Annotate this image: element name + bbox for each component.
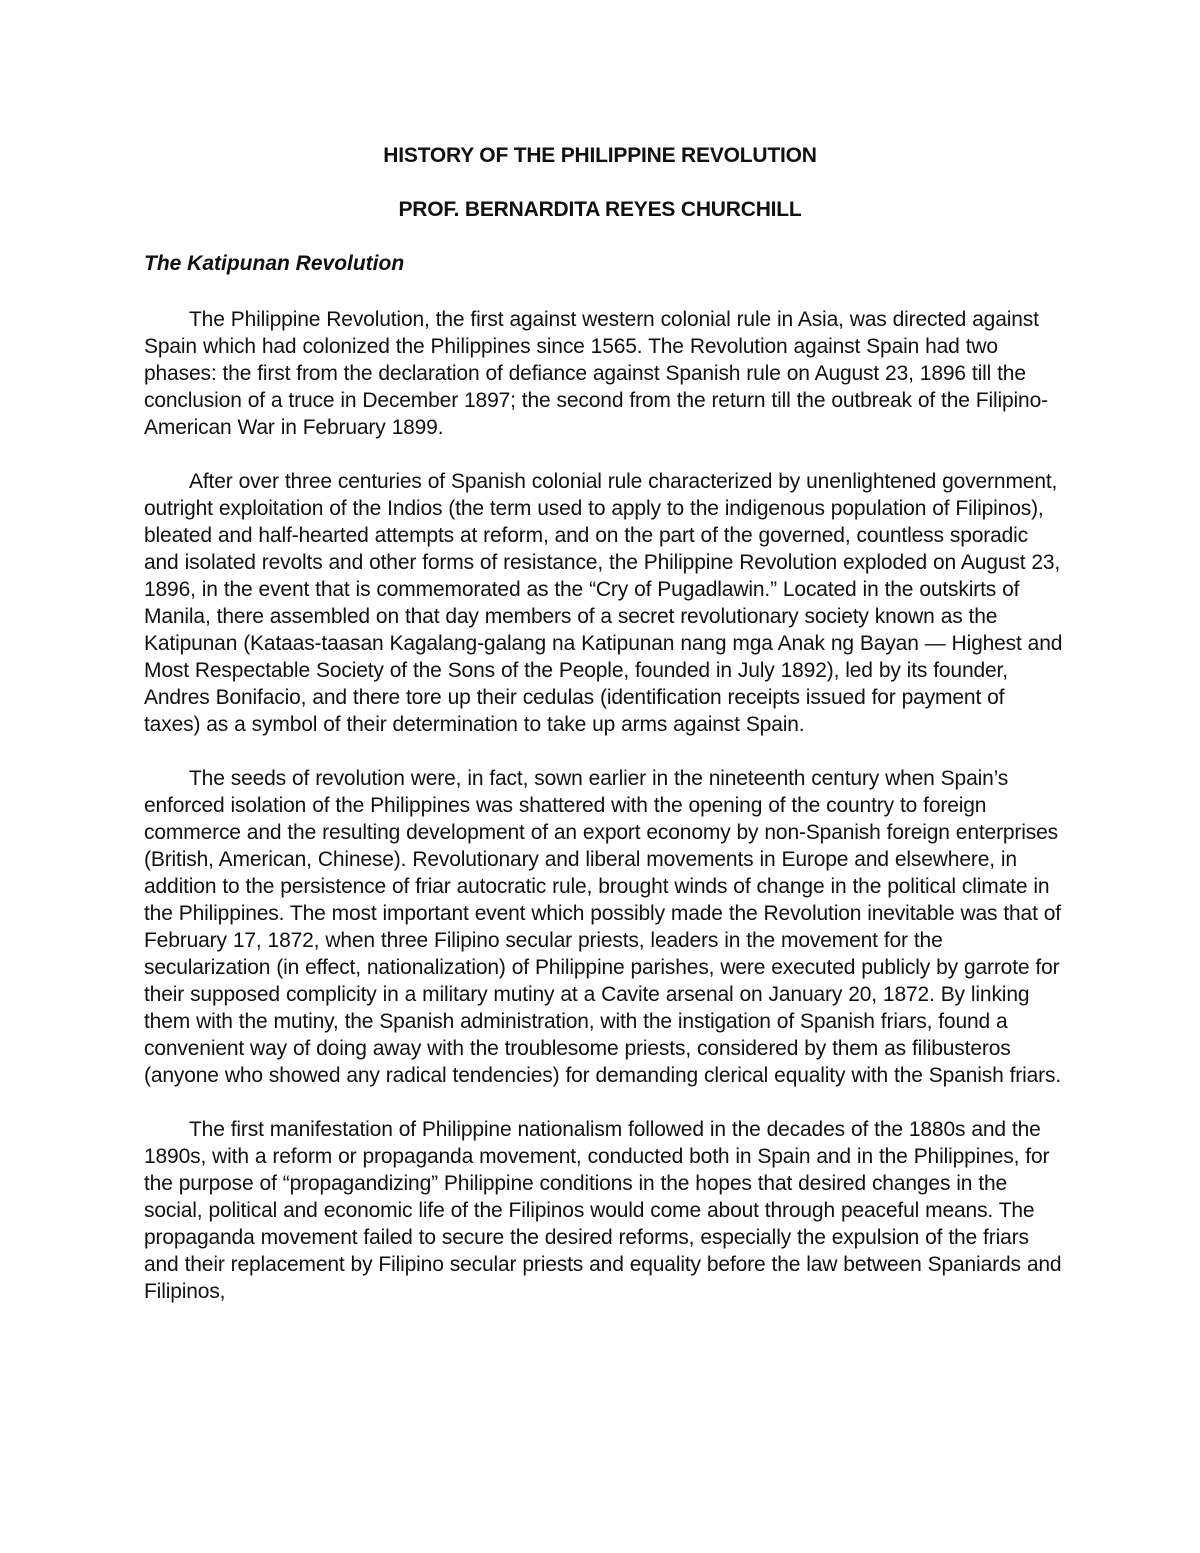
section-heading: The Katipunan Revolution	[144, 252, 405, 275]
document-title: HISTORY OF THE PHILIPPINE REVOLUTION	[383, 144, 817, 167]
paragraph-4: The first manifestation of Philippine nationalism followed in the decades of the 1880s and the 1890s, with a reform or propaganda movement, conducted both in Spain and in the Philippines, for the purpose of “propagandizing” Philippine conditions in the hopes that desired changes in the social, political and economic life of the Filipinos would come about through peaceful means. The propaganda movement failed to secure the desired reforms, especially the expulsion of the friars and their replacement by Filipino secular priests and equality before the law between Spaniards and Filipinos,	[144, 1118, 1062, 1303]
paragraph-1: The Philippine Revolution, the first against western colonial rule in Asia, was directed against Spain which had colonized the Philippines since 1565. The Revolution against Spain had two phases: the first from the declaration of defiance against Spanish rule on August 23, 1896 till the conclusion of a truce in December 1897; the second from the return till the outbreak of the Filipino-American War in February 1899.	[144, 308, 1048, 439]
document-author: PROF. BERNARDITA REYES CHURCHILL	[398, 198, 802, 221]
paragraph-3: The seeds of revolution were, in fact, sown earlier in the nineteenth century when Spain’s enforced isolation of the Philippines was shattered with the opening of the country to foreign commerce and the resulting development of an export economy by non-Spanish foreign enterprises (British, American, Chinese). Revolutionary and liberal movements in Europe and elsewhere, in addition to the persistence of friar autocratic rule, brought winds of change in the political climate in the Philippines. The most important event which possibly made the Revolution inevitable was that of February 17, 1872, when three Filipino secular priests, leaders in the movement for the secularization (in effect, nationalization) of Philippine parishes, were executed publicly by garrote for their supposed complicity in a military mutiny at a Cavite arsenal on January 20, 1872. By linking them with the mutiny, the Spanish administration, with the instigation of Spanish friars, found a convenient way of doing away with the troublesome priests, considered by them as filibusteros (anyone who showed any radical tendencies) for demanding clerical equality with the Spanish friars.	[144, 767, 1062, 1087]
paragraph-2: After over three centuries of Spanish colonial rule characterized by unenlightened government, outright exploitation of the Indios (the term used to apply to the indigenous population of Filipinos), bleated and half-hearted attempts at reform, and on the part of the governed, countless sporadic and isolated revolts and other forms of resistance, the Philippine Revolution exploded on August 23, 1896, in the event that is commemorated as the “Cry of Pugadlawin.” Located in the outskirts of Manila, there assembled on that day members of a secret revolutionary society known as the Katipunan (Kataas-taasan Kagalang-galang na Katipunan nang mga Anak ng Bayan — Highest and Most Respectable Society of the Sons of the People, founded in July 1892), led by its founder, Andres Bonifacio, and there tore up their cedulas (identification receipts issued for payment of taxes) as a symbol of their determination to take up arms against Spain.	[144, 470, 1063, 736]
document-body	[144, 306, 1064, 1332]
